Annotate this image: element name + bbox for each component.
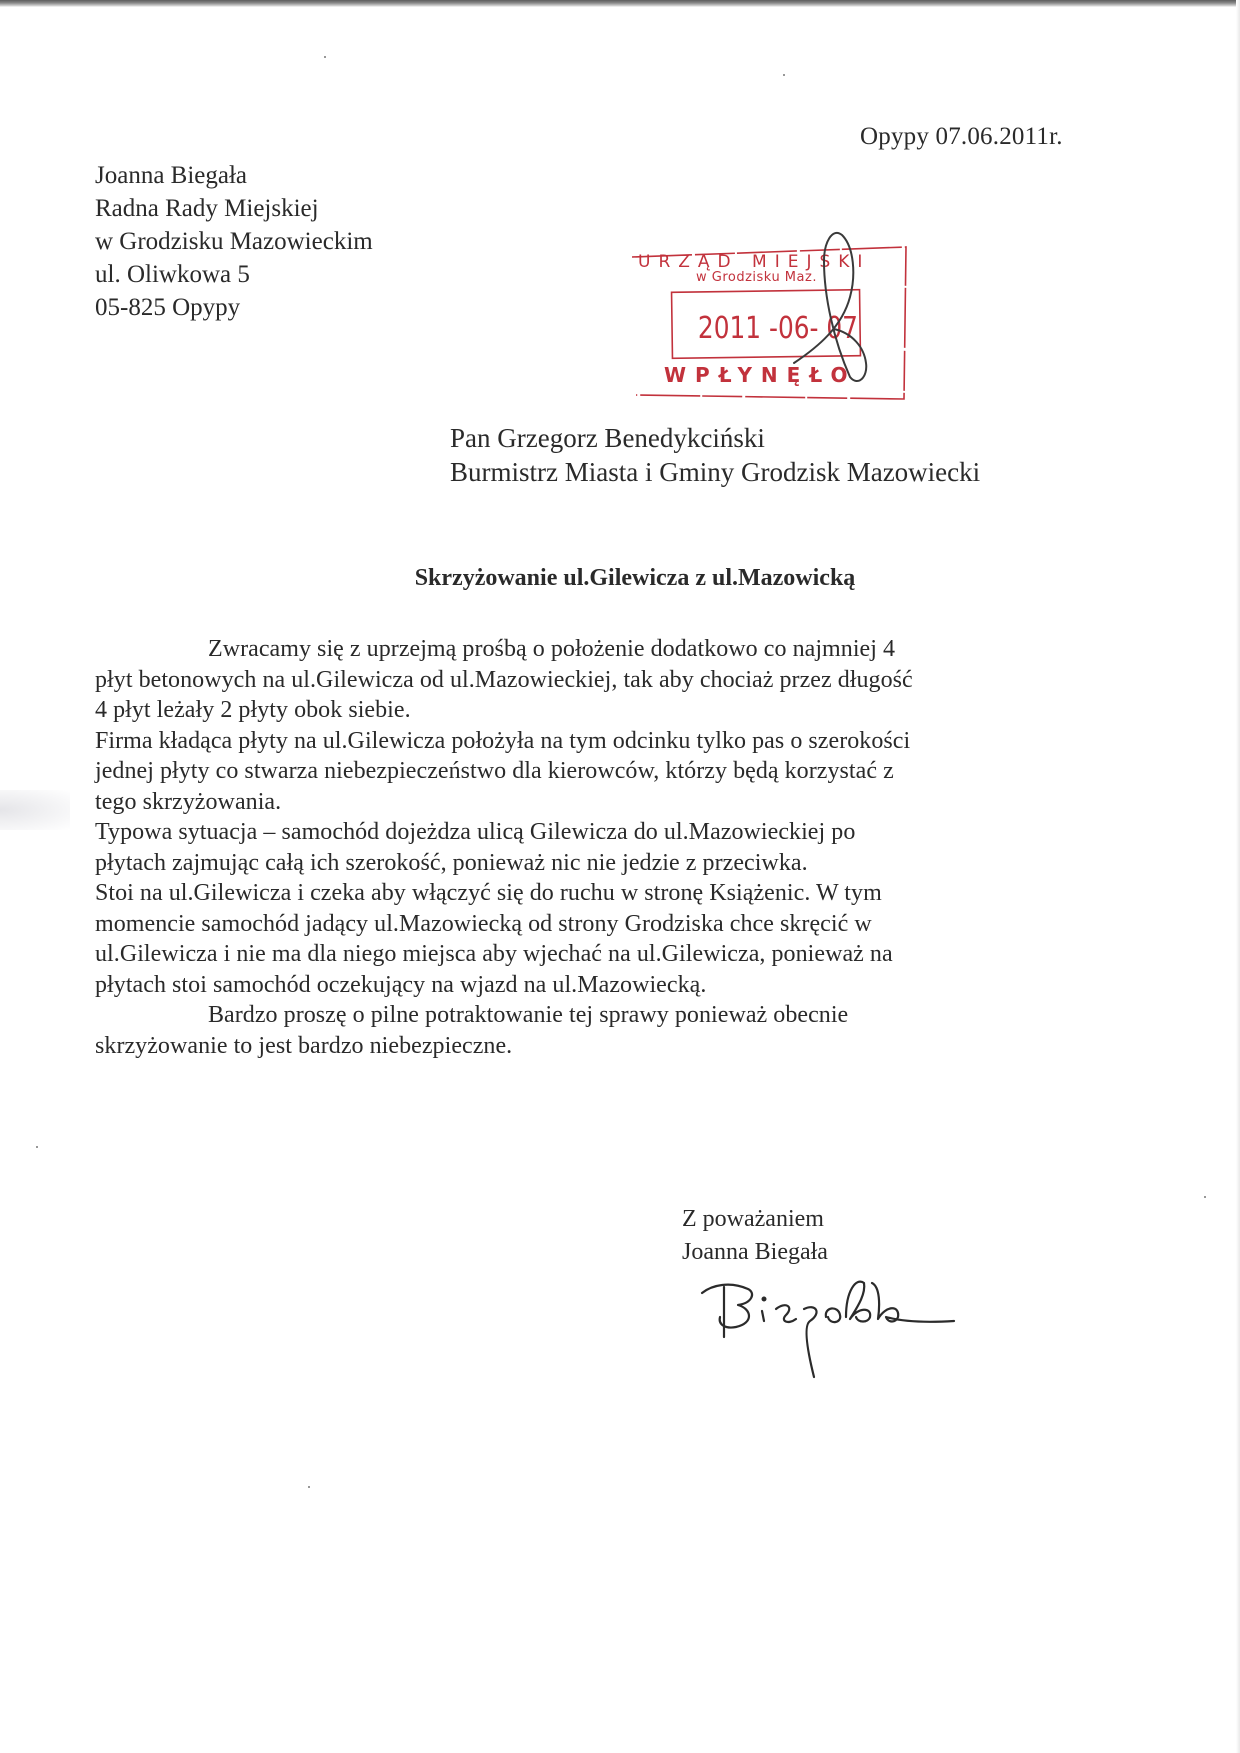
closing-block — [682, 1203, 828, 1269]
body-line: Zwracamy się z uprzejmą prośbą o położenie dodatkowo co najmniej 4 — [208, 636, 896, 662]
stamp-office-name: URZĄD MIEJSKI — [638, 252, 871, 272]
sender-council: w Grodzisku Mazowieckim — [95, 228, 373, 255]
stamp-status: WPŁYNĘŁO — [664, 363, 857, 387]
recipient-name: Pan Grzegorz Benedykciński — [450, 423, 765, 453]
body-line: płytach stoi samochód oczekujący na wjazd na ul.Mazowiecką. — [95, 971, 707, 998]
scan-top-edge — [0, 0, 1240, 7]
body-line: tego skrzyżowania. — [95, 788, 282, 815]
body-line: ul.Gilewicza i nie ma dla niego miejsca aby wjechać na ul.Gilewicza, ponieważ na — [95, 941, 893, 967]
body-line: 4 płyt leżały 2 płyty obok siebie. — [95, 697, 411, 723]
body-line: jednej płyty co stwarza niebezpieczeństwo dla kierowców, którzy będą korzystać z — [95, 758, 894, 784]
signature-stroke — [762, 1311, 764, 1321]
scan-speck — [308, 1486, 310, 1488]
signature-stroke — [826, 1308, 840, 1322]
body-line: Stoi na ul.Gilewicza i czeka aby włączyć się do ruchu w stronę Książenic. W tym — [95, 880, 882, 906]
stamp-date: 2011 -06- 07 — [697, 309, 858, 346]
signature-stroke — [702, 1285, 752, 1328]
scan-smudge — [0, 790, 70, 830]
closing-salutation: Z poważaniem — [682, 1206, 824, 1232]
sender-address-block — [95, 159, 373, 324]
sender-title: Radna Rady Miejskiej — [95, 195, 319, 222]
signature-stroke — [776, 1305, 796, 1322]
sender-postal-city: 05-825 Opypy — [95, 294, 241, 321]
letter-body — [95, 634, 1095, 1061]
letter-subject-text: Skrzyżowanie ul.Gilewicza z ul.Mazowicką — [414, 565, 856, 591]
scan-speck — [1204, 1196, 1206, 1198]
letter-date: Opypy 07.06.2011r. — [860, 123, 1063, 150]
closing-name: Joanna Biegała — [682, 1239, 828, 1265]
scan-speck — [324, 56, 326, 58]
signature-stroke — [846, 1282, 870, 1322]
signature-stroke — [804, 1307, 817, 1377]
signature-stroke — [763, 1298, 766, 1301]
recipient-title: Burmistrz Miasta i Gminy Grodzisk Mazowiecki — [450, 457, 981, 487]
recipient-block — [450, 421, 980, 489]
scan-right-edge — [1236, 0, 1240, 1753]
body-line: płytach zajmując całą ich szerokość, ponieważ nic nie jedzie z przeciwka. — [95, 849, 808, 876]
body-line: Bardzo proszę o pilne potraktowanie tej sprawy ponieważ obecnie — [208, 1002, 849, 1028]
body-line: Firma kładąca płyty na ul.Gilewicza położyła na tym odcinku tylko pas o szerokości — [95, 727, 911, 754]
body-line: płyt betonowych na ul.Gilewicza od ul.Mazowieckiej, tak aby chociaż przez długość — [95, 666, 913, 693]
handwritten-signature — [690, 1265, 970, 1385]
letter-subject — [0, 565, 1240, 592]
signature-stroke — [872, 1283, 954, 1322]
scan-speck — [36, 1146, 38, 1148]
scan-speck — [783, 74, 785, 76]
received-stamp — [628, 237, 906, 399]
body-line: skrzyżowanie to jest bardzo niebezpieczne. — [95, 1032, 513, 1059]
body-line: momencie samochód jadący ul.Mazowiecką od strony Grodziska chce skręcić w — [95, 910, 872, 937]
body-line: Typowa sytuacja – samochód dojeżdza ulicą Gilewicza do ul.Mazowieckiej po — [95, 819, 856, 845]
sender-name: Joanna Biegała — [95, 162, 248, 189]
sender-street: ul. Oliwkowa 5 — [95, 261, 250, 288]
stamp-city: w Grodzisku Maz. — [696, 270, 817, 285]
